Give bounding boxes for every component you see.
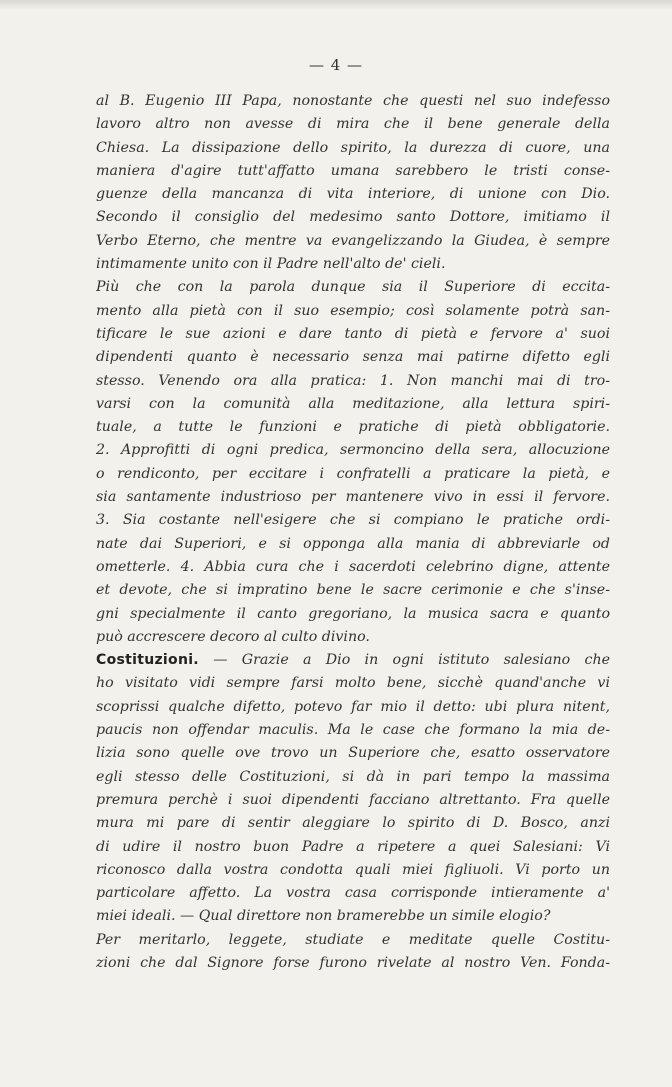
text-line xyxy=(96,952,610,975)
text-line xyxy=(96,929,610,952)
text-line xyxy=(96,370,610,393)
line-text: mura mi pare di sentir aleggiare lo spirito di D. Bosco, anzi xyxy=(96,815,610,832)
text-line xyxy=(96,486,610,509)
text-line xyxy=(96,160,610,183)
line-text: egli stesso delle Costituzioni, si dà in pari tempo la massima xyxy=(96,768,610,785)
line-text: gni specialmente il canto gregoriano, la musica sacra e quanto xyxy=(96,605,610,622)
text-line xyxy=(96,836,610,859)
text-line xyxy=(96,789,610,812)
line-text: riconosco dalla vostra condotta quali miei figliuoli. Vi porto un xyxy=(96,861,610,878)
text-line xyxy=(96,556,610,579)
line-text: Secondo il consiglio del medesimo santo Dottore, imitiamo il xyxy=(96,209,610,226)
text-line xyxy=(96,766,610,789)
text-line xyxy=(96,439,610,462)
text-line xyxy=(96,603,610,626)
text-line xyxy=(96,137,610,160)
text-line xyxy=(96,626,610,649)
line-text: lizia sono quelle ove trovo un Superiore che, esatto osservatore xyxy=(96,745,610,762)
text-line xyxy=(96,719,610,742)
page-number: — 4 — xyxy=(308,56,364,74)
line-text: miei ideali. — Qual direttore non bramerebbe un simile elogio? xyxy=(96,908,551,925)
line-text: — Grazie a Dio in ogni istituto salesiano che xyxy=(198,652,610,669)
line-text: Più che con la parola dunque sia il Superiore di eccita- xyxy=(96,279,610,296)
line-text: particolare affetto. La vostra casa corrisponde intieramente a' xyxy=(96,885,610,902)
text-line xyxy=(96,882,610,905)
line-text: nate dai Superiori, e si opponga alla mania di abbreviarle od xyxy=(96,535,610,552)
text-line xyxy=(96,812,610,835)
line-text: o rendiconto, per eccitare i confratelli a praticare la pietà, e xyxy=(96,465,610,482)
text-line xyxy=(96,696,610,719)
line-text: maniera d'agire tutt'affatto umana sarebbero le tristi conse- xyxy=(96,162,610,179)
section-heading: Costituzioni. xyxy=(96,652,199,669)
line-text: ho visitato vidi sempre farsi molto bene, sicchè quand'anche vi xyxy=(96,675,610,692)
text-line xyxy=(96,113,610,136)
text-line xyxy=(96,463,610,486)
page-top-edge xyxy=(0,0,672,10)
line-text: tificare le sue azioni e dare tanto di pietà e fervore a' suoi xyxy=(96,325,610,342)
line-text: Verbo Eterno, che mentre va evangelizzando la Giudea, è sempre xyxy=(96,232,610,249)
text-line xyxy=(96,230,610,253)
text-line xyxy=(96,253,610,276)
text-line xyxy=(96,416,610,439)
text-line xyxy=(96,742,610,765)
line-text: varsi con la comunità alla meditazione, alla lettura spiri- xyxy=(96,395,610,412)
text-line xyxy=(96,579,610,602)
text-line xyxy=(96,206,610,229)
text-line xyxy=(96,533,610,556)
text-line xyxy=(96,672,610,695)
line-text: 3. Sia costante nell'esigere che si compiano le pratiche ordi- xyxy=(96,512,610,529)
line-text: zioni che dal Signore forse furono rivelate al nostro Ven. Fonda- xyxy=(96,954,610,971)
text-line xyxy=(96,649,610,672)
line-text: guenze della mancanza di vita interiore, di unione con Dio. xyxy=(96,186,610,203)
line-text: premura perchè i suoi dipendenti facciano altrettanto. Fra quelle xyxy=(96,791,610,808)
line-text: stesso. Venendo ora alla pratica: 1. Non manchi mai di tro- xyxy=(96,372,610,389)
text-line xyxy=(96,300,610,323)
text-line xyxy=(96,393,610,416)
line-text: 2. Approfitti di ogni predica, sermoncino della sera, allocuzione xyxy=(96,442,610,459)
text-line xyxy=(96,905,610,928)
line-text: et devote, che si impratino bene le sacre cerimonie e che s'inse- xyxy=(96,582,610,599)
text-line xyxy=(96,323,610,346)
line-text: dipendenti quanto è necessario senza mai patirne difetto egli xyxy=(96,349,610,366)
line-text: sia santamente industrioso per mantenere vivo in essi il fervore. xyxy=(96,489,610,506)
text-line xyxy=(96,859,610,882)
line-text: tuale, a tutte le funzioni e pratiche di pietà obbligatorie. xyxy=(96,419,610,436)
line-text: mento alla pietà con il suo esempio; così solamente potrà san- xyxy=(96,302,610,319)
text-line xyxy=(96,276,610,299)
line-text: paucis non offendar maculis. Ma le case che formano la mia de- xyxy=(96,722,610,739)
line-text: intimamente unito con il Padre nell'alto de' cieli. xyxy=(96,256,446,273)
body-text xyxy=(96,90,610,975)
line-text: può accrescere decoro al culto divino. xyxy=(96,628,370,645)
line-text: Chiesa. La dissipazione dello spirito, la durezza di cuore, una xyxy=(96,139,610,156)
line-text: al B. Eugenio III Papa, nonostante che questi nel suo indefesso xyxy=(96,93,610,109)
text-line xyxy=(96,346,610,369)
line-text: Per meritarlo, leggete, studiate e meditate quelle Costitu- xyxy=(96,931,610,948)
line-text: scoprissi qualche difetto, potevo far mio il detto: ubi plura nitent, xyxy=(96,698,610,715)
line-text: di udire il nostro buon Padre a ripetere a quei Salesiani: Vi xyxy=(96,838,610,855)
text-line xyxy=(96,90,610,113)
line-text: lavoro altro non avesse di mira che il bene generale della xyxy=(96,116,610,133)
line-text: ometterle. 4. Abbia cura che i sacerdoti celebrino digne, attente xyxy=(96,558,610,575)
text-line xyxy=(96,509,610,532)
text-line xyxy=(96,183,610,206)
